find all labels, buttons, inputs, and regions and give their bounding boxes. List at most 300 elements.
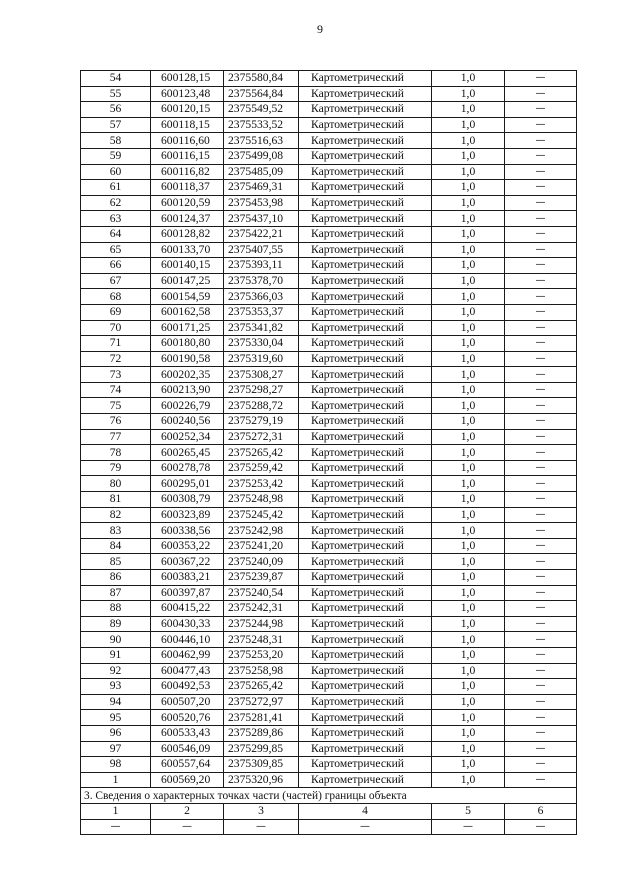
description-cell: — bbox=[505, 258, 577, 274]
accuracy-cell: 1,0 bbox=[432, 523, 505, 539]
method-cell: Картометрический bbox=[299, 460, 432, 476]
accuracy-cell: 1,0 bbox=[432, 367, 505, 383]
description-cell: — bbox=[505, 382, 577, 398]
description-cell: — bbox=[505, 273, 577, 289]
method-cell: Картометрический bbox=[299, 570, 432, 586]
table-row bbox=[81, 195, 577, 211]
method-cell: Картометрический bbox=[299, 273, 432, 289]
point-number-cell: 96 bbox=[81, 725, 151, 741]
x-coordinate-cell: 600116,60 bbox=[151, 133, 224, 149]
x-coordinate-cell: 600252,34 bbox=[151, 429, 224, 445]
accuracy-cell: 1,0 bbox=[432, 679, 505, 695]
y-coordinate-cell: 2375469,31 bbox=[224, 180, 299, 196]
table-row bbox=[81, 679, 577, 695]
method-cell: Картометрический bbox=[299, 164, 432, 180]
point-number-cell: 59 bbox=[81, 148, 151, 164]
table-row bbox=[81, 398, 577, 414]
x-coordinate-cell: 600383,21 bbox=[151, 570, 224, 586]
x-coordinate-cell: 600118,15 bbox=[151, 117, 224, 133]
table-row bbox=[81, 429, 577, 445]
x-coordinate-cell: 600147,25 bbox=[151, 273, 224, 289]
y-coordinate-cell: 2375265,42 bbox=[224, 679, 299, 695]
point-number-cell: 79 bbox=[81, 460, 151, 476]
method-cell: Картометрический bbox=[299, 476, 432, 492]
x-coordinate-cell: 600415,22 bbox=[151, 601, 224, 617]
method-cell: Картометрический bbox=[299, 741, 432, 757]
method-cell: Картометрический bbox=[299, 679, 432, 695]
x-coordinate-cell: 600338,56 bbox=[151, 523, 224, 539]
y-coordinate-cell: 2375241,20 bbox=[224, 538, 299, 554]
accuracy-cell: 1,0 bbox=[432, 117, 505, 133]
x-coordinate-cell: 600162,58 bbox=[151, 304, 224, 320]
table-row bbox=[81, 632, 577, 648]
accuracy-cell: 1,0 bbox=[432, 585, 505, 601]
coordinates-table bbox=[80, 70, 577, 835]
method-cell: Картометрический bbox=[299, 647, 432, 663]
y-coordinate-cell: 2375353,37 bbox=[224, 304, 299, 320]
x-coordinate-cell: 600533,43 bbox=[151, 725, 224, 741]
y-coordinate-cell: 2375485,09 bbox=[224, 164, 299, 180]
table-row bbox=[81, 273, 577, 289]
accuracy-cell: 1,0 bbox=[432, 258, 505, 274]
method-cell: Картометрический bbox=[299, 117, 432, 133]
section-3-header-cell: 5 bbox=[432, 803, 505, 819]
description-cell: — bbox=[505, 102, 577, 118]
description-cell: — bbox=[505, 289, 577, 305]
point-number-cell: 85 bbox=[81, 554, 151, 570]
point-number-cell: 58 bbox=[81, 133, 151, 149]
table-row bbox=[81, 242, 577, 258]
x-coordinate-cell: 600213,90 bbox=[151, 382, 224, 398]
method-cell: Картометрический bbox=[299, 242, 432, 258]
x-coordinate-cell: 600308,79 bbox=[151, 492, 224, 508]
description-cell: — bbox=[505, 320, 577, 336]
y-coordinate-cell: 2375516,63 bbox=[224, 133, 299, 149]
table-row bbox=[81, 554, 577, 570]
description-cell: — bbox=[505, 523, 577, 539]
description-cell: — bbox=[505, 616, 577, 632]
table-row bbox=[81, 476, 577, 492]
description-cell: — bbox=[505, 741, 577, 757]
method-cell: Картометрический bbox=[299, 320, 432, 336]
y-coordinate-cell: 2375272,31 bbox=[224, 429, 299, 445]
accuracy-cell: 1,0 bbox=[432, 460, 505, 476]
x-coordinate-cell: 600557,64 bbox=[151, 757, 224, 773]
method-cell: Картометрический bbox=[299, 304, 432, 320]
description-cell: — bbox=[505, 71, 577, 87]
accuracy-cell: 1,0 bbox=[432, 663, 505, 679]
point-number-cell: 77 bbox=[81, 429, 151, 445]
table-row bbox=[81, 694, 577, 710]
x-coordinate-cell: 600116,15 bbox=[151, 148, 224, 164]
description-cell: — bbox=[505, 398, 577, 414]
description-cell: — bbox=[505, 679, 577, 695]
table-row bbox=[81, 414, 577, 430]
point-number-cell: 65 bbox=[81, 242, 151, 258]
y-coordinate-cell: 2375422,21 bbox=[224, 226, 299, 242]
coordinates-table-body bbox=[81, 71, 577, 788]
method-cell: Картометрический bbox=[299, 694, 432, 710]
description-cell: — bbox=[505, 414, 577, 430]
section-3-empty-row bbox=[81, 819, 577, 835]
section-3 bbox=[81, 788, 577, 835]
description-cell: — bbox=[505, 710, 577, 726]
y-coordinate-cell: 2375279,19 bbox=[224, 414, 299, 430]
method-cell: Картометрический bbox=[299, 211, 432, 227]
y-coordinate-cell: 2375245,42 bbox=[224, 507, 299, 523]
point-number-cell: 93 bbox=[81, 679, 151, 695]
point-number-cell: 70 bbox=[81, 320, 151, 336]
method-cell: Картометрический bbox=[299, 772, 432, 788]
accuracy-cell: 1,0 bbox=[432, 616, 505, 632]
method-cell: Картометрический bbox=[299, 336, 432, 352]
y-coordinate-cell: 2375248,31 bbox=[224, 632, 299, 648]
table-row bbox=[81, 710, 577, 726]
accuracy-cell: 1,0 bbox=[432, 86, 505, 102]
y-coordinate-cell: 2375437,10 bbox=[224, 211, 299, 227]
y-coordinate-cell: 2375253,42 bbox=[224, 476, 299, 492]
description-cell: — bbox=[505, 632, 577, 648]
point-number-cell: 56 bbox=[81, 102, 151, 118]
y-coordinate-cell: 2375298,27 bbox=[224, 382, 299, 398]
y-coordinate-cell: 2375258,98 bbox=[224, 663, 299, 679]
x-coordinate-cell: 600507,20 bbox=[151, 694, 224, 710]
point-number-cell: 55 bbox=[81, 86, 151, 102]
method-cell: Картометрический bbox=[299, 86, 432, 102]
y-coordinate-cell: 2375299,85 bbox=[224, 741, 299, 757]
table-row bbox=[81, 148, 577, 164]
accuracy-cell: 1,0 bbox=[432, 164, 505, 180]
point-number-cell: 54 bbox=[81, 71, 151, 87]
accuracy-cell: 1,0 bbox=[432, 102, 505, 118]
description-cell: — bbox=[505, 86, 577, 102]
accuracy-cell: 1,0 bbox=[432, 725, 505, 741]
section-3-title-row bbox=[81, 788, 577, 804]
accuracy-cell: 1,0 bbox=[432, 398, 505, 414]
section-3-empty-cell: — bbox=[432, 819, 505, 835]
section-3-empty-cell: — bbox=[151, 819, 224, 835]
y-coordinate-cell: 2375240,09 bbox=[224, 554, 299, 570]
description-cell: — bbox=[505, 507, 577, 523]
accuracy-cell: 1,0 bbox=[432, 242, 505, 258]
method-cell: Картометрический bbox=[299, 398, 432, 414]
point-number-cell: 97 bbox=[81, 741, 151, 757]
description-cell: — bbox=[505, 445, 577, 461]
section-3-header-cell: 6 bbox=[505, 803, 577, 819]
point-number-cell: 1 bbox=[81, 772, 151, 788]
point-number-cell: 71 bbox=[81, 336, 151, 352]
table-row bbox=[81, 226, 577, 242]
method-cell: Картометрический bbox=[299, 382, 432, 398]
accuracy-cell: 1,0 bbox=[432, 226, 505, 242]
section-3-empty-cell: — bbox=[81, 819, 151, 835]
x-coordinate-cell: 600446,10 bbox=[151, 632, 224, 648]
x-coordinate-cell: 600133,70 bbox=[151, 242, 224, 258]
x-coordinate-cell: 600295,01 bbox=[151, 476, 224, 492]
description-cell: — bbox=[505, 601, 577, 617]
table-row bbox=[81, 117, 577, 133]
table-row bbox=[81, 725, 577, 741]
accuracy-cell: 1,0 bbox=[432, 180, 505, 196]
x-coordinate-cell: 600190,58 bbox=[151, 351, 224, 367]
accuracy-cell: 1,0 bbox=[432, 492, 505, 508]
point-number-cell: 87 bbox=[81, 585, 151, 601]
table-row bbox=[81, 523, 577, 539]
x-coordinate-cell: 600154,59 bbox=[151, 289, 224, 305]
description-cell: — bbox=[505, 148, 577, 164]
y-coordinate-cell: 2375453,98 bbox=[224, 195, 299, 211]
method-cell: Картометрический bbox=[299, 445, 432, 461]
x-coordinate-cell: 600118,37 bbox=[151, 180, 224, 196]
method-cell: Картометрический bbox=[299, 601, 432, 617]
accuracy-cell: 1,0 bbox=[432, 351, 505, 367]
method-cell: Картометрический bbox=[299, 632, 432, 648]
section-3-header-cell: 1 bbox=[81, 803, 151, 819]
description-cell: — bbox=[505, 725, 577, 741]
y-coordinate-cell: 2375265,42 bbox=[224, 445, 299, 461]
y-coordinate-cell: 2375366,03 bbox=[224, 289, 299, 305]
table-row bbox=[81, 772, 577, 788]
description-cell: — bbox=[505, 429, 577, 445]
y-coordinate-cell: 2375239,87 bbox=[224, 570, 299, 586]
y-coordinate-cell: 2375240,54 bbox=[224, 585, 299, 601]
table-row bbox=[81, 351, 577, 367]
table-row bbox=[81, 507, 577, 523]
y-coordinate-cell: 2375309,85 bbox=[224, 757, 299, 773]
method-cell: Картометрический bbox=[299, 507, 432, 523]
y-coordinate-cell: 2375242,98 bbox=[224, 523, 299, 539]
y-coordinate-cell: 2375248,98 bbox=[224, 492, 299, 508]
accuracy-cell: 1,0 bbox=[432, 772, 505, 788]
x-coordinate-cell: 600171,25 bbox=[151, 320, 224, 336]
table-row bbox=[81, 367, 577, 383]
y-coordinate-cell: 2375259,42 bbox=[224, 460, 299, 476]
accuracy-cell: 1,0 bbox=[432, 632, 505, 648]
table-row bbox=[81, 86, 577, 102]
point-number-cell: 74 bbox=[81, 382, 151, 398]
x-coordinate-cell: 600265,45 bbox=[151, 445, 224, 461]
method-cell: Картометрический bbox=[299, 538, 432, 554]
accuracy-cell: 1,0 bbox=[432, 195, 505, 211]
x-coordinate-cell: 600430,33 bbox=[151, 616, 224, 632]
table-row bbox=[81, 757, 577, 773]
x-coordinate-cell: 600492,53 bbox=[151, 679, 224, 695]
section-3-header-cell: 2 bbox=[151, 803, 224, 819]
description-cell: — bbox=[505, 367, 577, 383]
description-cell: — bbox=[505, 164, 577, 180]
method-cell: Картометрический bbox=[299, 585, 432, 601]
method-cell: Картометрический bbox=[299, 554, 432, 570]
point-number-cell: 94 bbox=[81, 694, 151, 710]
point-number-cell: 63 bbox=[81, 211, 151, 227]
table-row bbox=[81, 647, 577, 663]
y-coordinate-cell: 2375288,72 bbox=[224, 398, 299, 414]
section-3-empty-cell: — bbox=[224, 819, 299, 835]
x-coordinate-cell: 600462,99 bbox=[151, 647, 224, 663]
y-coordinate-cell: 2375320,96 bbox=[224, 772, 299, 788]
table-row bbox=[81, 258, 577, 274]
point-number-cell: 92 bbox=[81, 663, 151, 679]
table-row bbox=[81, 663, 577, 679]
table-row bbox=[81, 445, 577, 461]
description-cell: — bbox=[505, 476, 577, 492]
point-number-cell: 76 bbox=[81, 414, 151, 430]
y-coordinate-cell: 2375378,70 bbox=[224, 273, 299, 289]
x-coordinate-cell: 600140,15 bbox=[151, 258, 224, 274]
y-coordinate-cell: 2375319,60 bbox=[224, 351, 299, 367]
y-coordinate-cell: 2375289,86 bbox=[224, 725, 299, 741]
point-number-cell: 81 bbox=[81, 492, 151, 508]
section-3-header-row bbox=[81, 803, 577, 819]
table-row bbox=[81, 460, 577, 476]
table-row bbox=[81, 538, 577, 554]
method-cell: Картометрический bbox=[299, 710, 432, 726]
x-coordinate-cell: 600546,09 bbox=[151, 741, 224, 757]
table-row bbox=[81, 741, 577, 757]
method-cell: Картометрический bbox=[299, 616, 432, 632]
description-cell: — bbox=[505, 195, 577, 211]
y-coordinate-cell: 2375308,27 bbox=[224, 367, 299, 383]
x-coordinate-cell: 600123,48 bbox=[151, 86, 224, 102]
point-number-cell: 61 bbox=[81, 180, 151, 196]
y-coordinate-cell: 2375242,31 bbox=[224, 601, 299, 617]
x-coordinate-cell: 600124,37 bbox=[151, 211, 224, 227]
y-coordinate-cell: 2375253,20 bbox=[224, 647, 299, 663]
description-cell: — bbox=[505, 336, 577, 352]
x-coordinate-cell: 600116,82 bbox=[151, 164, 224, 180]
accuracy-cell: 1,0 bbox=[432, 647, 505, 663]
table-row bbox=[81, 133, 577, 149]
description-cell: — bbox=[505, 554, 577, 570]
y-coordinate-cell: 2375533,52 bbox=[224, 117, 299, 133]
method-cell: Картометрический bbox=[299, 180, 432, 196]
table-row bbox=[81, 585, 577, 601]
description-cell: — bbox=[505, 226, 577, 242]
table-row bbox=[81, 164, 577, 180]
table-row bbox=[81, 71, 577, 87]
description-cell: — bbox=[505, 351, 577, 367]
point-number-cell: 90 bbox=[81, 632, 151, 648]
table-row bbox=[81, 102, 577, 118]
x-coordinate-cell: 600397,87 bbox=[151, 585, 224, 601]
point-number-cell: 95 bbox=[81, 710, 151, 726]
x-coordinate-cell: 600477,43 bbox=[151, 663, 224, 679]
description-cell: — bbox=[505, 304, 577, 320]
accuracy-cell: 1,0 bbox=[432, 71, 505, 87]
x-coordinate-cell: 600180,80 bbox=[151, 336, 224, 352]
y-coordinate-cell: 2375330,04 bbox=[224, 336, 299, 352]
table-row bbox=[81, 492, 577, 508]
accuracy-cell: 1,0 bbox=[432, 694, 505, 710]
accuracy-cell: 1,0 bbox=[432, 601, 505, 617]
point-number-cell: 88 bbox=[81, 601, 151, 617]
y-coordinate-cell: 2375281,41 bbox=[224, 710, 299, 726]
point-number-cell: 62 bbox=[81, 195, 151, 211]
x-coordinate-cell: 600323,89 bbox=[151, 507, 224, 523]
description-cell: — bbox=[505, 117, 577, 133]
accuracy-cell: 1,0 bbox=[432, 133, 505, 149]
section-3-empty-cell: — bbox=[299, 819, 432, 835]
point-number-cell: 73 bbox=[81, 367, 151, 383]
point-number-cell: 78 bbox=[81, 445, 151, 461]
point-number-cell: 82 bbox=[81, 507, 151, 523]
method-cell: Картометрический bbox=[299, 757, 432, 773]
description-cell: — bbox=[505, 694, 577, 710]
method-cell: Картометрический bbox=[299, 258, 432, 274]
method-cell: Картометрический bbox=[299, 492, 432, 508]
method-cell: Картометрический bbox=[299, 226, 432, 242]
y-coordinate-cell: 2375341,82 bbox=[224, 320, 299, 336]
accuracy-cell: 1,0 bbox=[432, 304, 505, 320]
accuracy-cell: 1,0 bbox=[432, 507, 505, 523]
point-number-cell: 68 bbox=[81, 289, 151, 305]
description-cell: — bbox=[505, 133, 577, 149]
y-coordinate-cell: 2375393,11 bbox=[224, 258, 299, 274]
table-row bbox=[81, 289, 577, 305]
section-3-title: 3. Сведения о характерных точках части (частей) границы объекта bbox=[81, 788, 577, 804]
description-cell: — bbox=[505, 180, 577, 196]
accuracy-cell: 1,0 bbox=[432, 538, 505, 554]
description-cell: — bbox=[505, 242, 577, 258]
page-number: 9 bbox=[317, 22, 323, 36]
accuracy-cell: 1,0 bbox=[432, 320, 505, 336]
y-coordinate-cell: 2375407,55 bbox=[224, 242, 299, 258]
description-cell: — bbox=[505, 211, 577, 227]
accuracy-cell: 1,0 bbox=[432, 211, 505, 227]
point-number-cell: 64 bbox=[81, 226, 151, 242]
y-coordinate-cell: 2375272,97 bbox=[224, 694, 299, 710]
method-cell: Картометрический bbox=[299, 351, 432, 367]
description-cell: — bbox=[505, 492, 577, 508]
table-row bbox=[81, 211, 577, 227]
table-row bbox=[81, 601, 577, 617]
y-coordinate-cell: 2375499,08 bbox=[224, 148, 299, 164]
method-cell: Картометрический bbox=[299, 523, 432, 539]
accuracy-cell: 1,0 bbox=[432, 382, 505, 398]
point-number-cell: 80 bbox=[81, 476, 151, 492]
point-number-cell: 69 bbox=[81, 304, 151, 320]
method-cell: Картометрический bbox=[299, 429, 432, 445]
x-coordinate-cell: 600226,79 bbox=[151, 398, 224, 414]
x-coordinate-cell: 600202,35 bbox=[151, 367, 224, 383]
x-coordinate-cell: 600128,82 bbox=[151, 226, 224, 242]
table-row bbox=[81, 304, 577, 320]
x-coordinate-cell: 600240,56 bbox=[151, 414, 224, 430]
description-cell: — bbox=[505, 757, 577, 773]
y-coordinate-cell: 2375244,98 bbox=[224, 616, 299, 632]
accuracy-cell: 1,0 bbox=[432, 414, 505, 430]
accuracy-cell: 1,0 bbox=[432, 336, 505, 352]
point-number-cell: 60 bbox=[81, 164, 151, 180]
description-cell: — bbox=[505, 663, 577, 679]
point-number-cell: 57 bbox=[81, 117, 151, 133]
table-row bbox=[81, 616, 577, 632]
accuracy-cell: 1,0 bbox=[432, 429, 505, 445]
point-number-cell: 66 bbox=[81, 258, 151, 274]
x-coordinate-cell: 600569,20 bbox=[151, 772, 224, 788]
method-cell: Картометрический bbox=[299, 71, 432, 87]
x-coordinate-cell: 600278,78 bbox=[151, 460, 224, 476]
table-row bbox=[81, 320, 577, 336]
accuracy-cell: 1,0 bbox=[432, 757, 505, 773]
method-cell: Картометрический bbox=[299, 663, 432, 679]
x-coordinate-cell: 600128,15 bbox=[151, 71, 224, 87]
table-row bbox=[81, 180, 577, 196]
method-cell: Картометрический bbox=[299, 725, 432, 741]
description-cell: — bbox=[505, 538, 577, 554]
point-number-cell: 67 bbox=[81, 273, 151, 289]
point-number-cell: 72 bbox=[81, 351, 151, 367]
